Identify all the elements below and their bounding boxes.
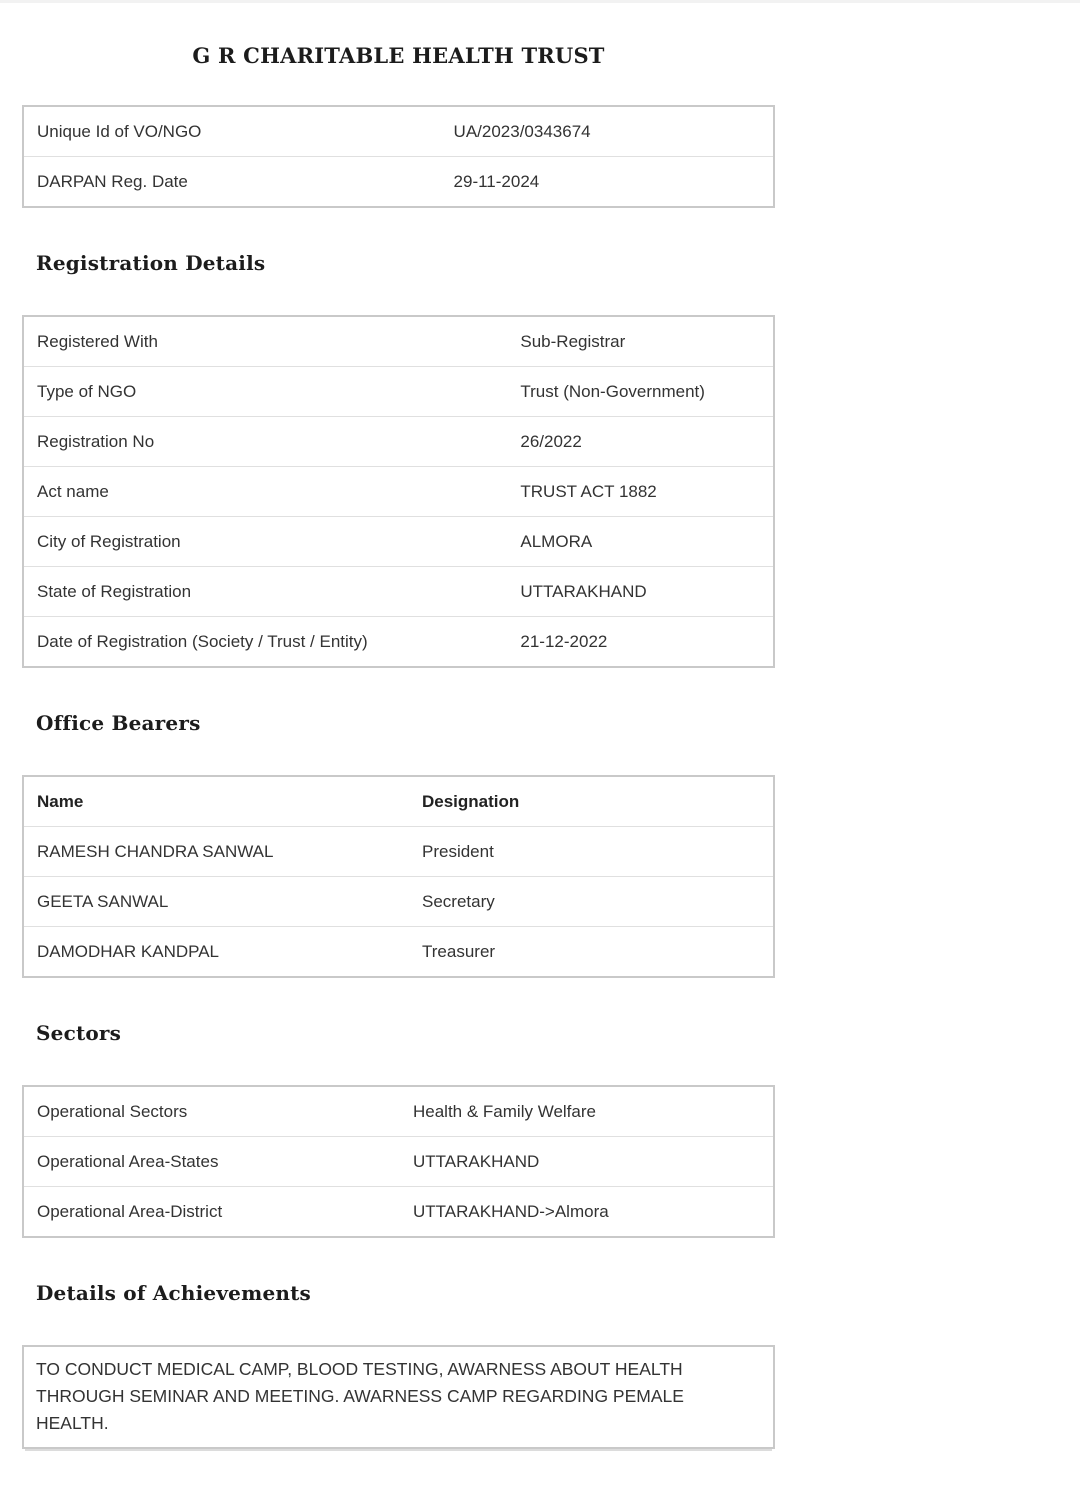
ngo-profile-document bbox=[22, 43, 775, 1449]
row-label: Date of Registration (Society / Trust / Entity) bbox=[23, 617, 507, 668]
row-value: UTTARAKHAND bbox=[507, 567, 774, 617]
row-label: Unique Id of VO/NGO bbox=[37, 121, 202, 141]
table-row bbox=[23, 567, 774, 617]
office-bearer-name: RAMESH CHANDRA SANWAL bbox=[23, 827, 409, 877]
table-row bbox=[23, 467, 774, 517]
row-label: Operational Area-States bbox=[23, 1137, 400, 1187]
row-value: 21-12-2022 bbox=[507, 617, 774, 668]
office-bearer-name: GEETA SANWAL bbox=[23, 877, 409, 927]
table-header-row bbox=[23, 776, 774, 827]
table-row bbox=[23, 157, 774, 208]
office-bearer-designation: Treasurer bbox=[409, 927, 774, 978]
screenshot-top-edge bbox=[0, 0, 1080, 3]
table-row bbox=[23, 827, 774, 877]
office-bearers-table bbox=[22, 775, 775, 978]
row-value: Health & Family Welfare bbox=[413, 1101, 596, 1121]
row-label: Registered With bbox=[37, 331, 158, 351]
row-value: 29-11-2024 bbox=[441, 157, 774, 208]
column-header-designation: Designation bbox=[422, 791, 520, 811]
document-title: G R CHARITABLE HEALTH TRUST bbox=[192, 43, 605, 68]
table-row bbox=[23, 316, 774, 367]
row-value: UTTARAKHAND->Almora bbox=[400, 1187, 774, 1238]
table-row bbox=[23, 367, 774, 417]
row-label: Operational Sectors bbox=[37, 1101, 188, 1121]
row-value: Sub-Registrar bbox=[520, 331, 626, 351]
sectors-table bbox=[22, 1085, 775, 1238]
row-label: Act name bbox=[23, 467, 507, 517]
row-label: Operational Area-District bbox=[23, 1187, 400, 1238]
row-value: UA/2023/0343674 bbox=[453, 121, 591, 141]
office-bearer-designation: Secretary bbox=[409, 877, 774, 927]
row-value: 26/2022 bbox=[507, 417, 774, 467]
row-label: Type of NGO bbox=[23, 367, 507, 417]
registration-details-table bbox=[22, 315, 775, 668]
section-heading-achievements: Details of Achievements bbox=[36, 1281, 312, 1305]
summary-table bbox=[22, 105, 775, 208]
office-bearer-designation: President bbox=[409, 827, 774, 877]
section-heading-registration-details: Registration Details bbox=[36, 251, 266, 275]
table-row bbox=[23, 417, 774, 467]
row-value: UTTARAKHAND bbox=[400, 1137, 774, 1187]
table-row bbox=[23, 927, 774, 978]
table-row bbox=[23, 1086, 774, 1137]
achievements-text-box bbox=[22, 1345, 775, 1449]
row-label: Registration No bbox=[23, 417, 507, 467]
office-bearer-name: DAMODHAR KANDPAL bbox=[23, 927, 409, 978]
row-value: ALMORA bbox=[507, 517, 774, 567]
column-header-name: Name bbox=[37, 791, 84, 811]
table-row bbox=[23, 617, 774, 668]
row-label: State of Registration bbox=[23, 567, 507, 617]
row-label: DARPAN Reg. Date bbox=[23, 157, 441, 208]
section-heading-office-bearers: Office Bearers bbox=[36, 711, 201, 735]
table-row bbox=[23, 1187, 774, 1238]
achievements-text: TO CONDUCT MEDICAL CAMP, BLOOD TESTING, AWARNESS ABOUT HEALTH THROUGH SEMINAR AND MEETING. AWARNESS CAMP REGARDING PEMALE HEALTH. bbox=[36, 1359, 684, 1433]
row-value: Trust (Non-Government) bbox=[507, 367, 774, 417]
table-row bbox=[23, 877, 774, 927]
table-row bbox=[23, 106, 774, 157]
row-value: TRUST ACT 1882 bbox=[507, 467, 774, 517]
row-label: City of Registration bbox=[23, 517, 507, 567]
section-heading-sectors: Sectors bbox=[36, 1021, 122, 1045]
table-row bbox=[23, 1137, 774, 1187]
table-row bbox=[23, 517, 774, 567]
